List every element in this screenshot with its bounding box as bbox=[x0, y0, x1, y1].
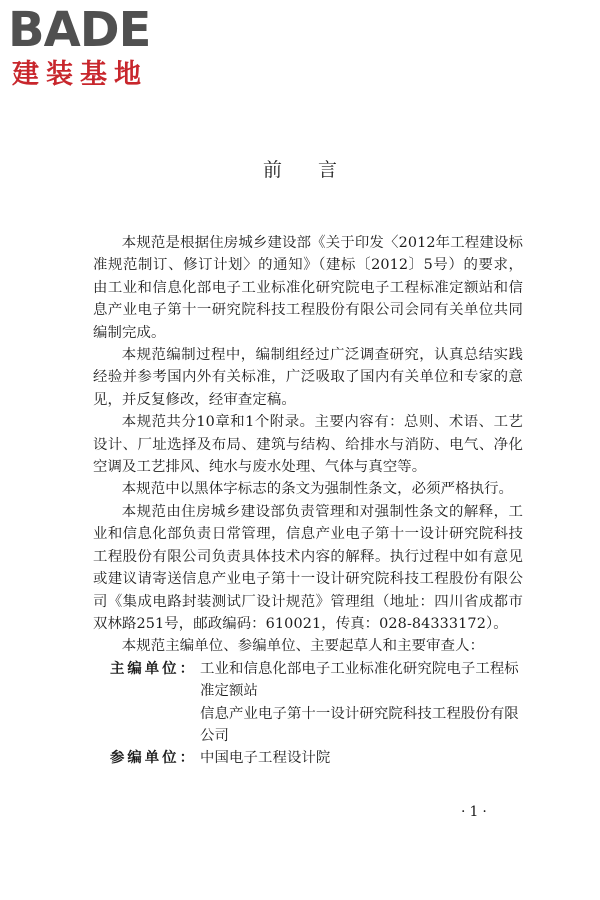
preface-body bbox=[93, 232, 523, 770]
chief-unit-item: 信息产业电子第十一设计研究院科技工程股份有限公司 bbox=[200, 705, 519, 744]
paragraph-mandatory: 本规范中以黑体字标志的条文为强制性条文，必须严格执行。 bbox=[121, 481, 514, 498]
paragraph-process: 本规范编制过程中，编制组经过广泛调查研究，认真总结实践经验并参考国内外有关标准，广泛吸取了国内有关单位和专家的意见，并反复修改，经审查定稿。 bbox=[93, 347, 523, 408]
page-title: 前言 bbox=[262, 159, 373, 181]
participating-unit-item: 中国电子工程设计院 bbox=[200, 750, 331, 767]
chief-units-row bbox=[93, 658, 523, 748]
paragraph-units-intro: 本规范主编单位、参编单位、主要起草人和主要审查人： bbox=[121, 638, 485, 655]
page-number: ·1· bbox=[461, 804, 491, 820]
participating-units-row bbox=[93, 747, 523, 769]
logo-subtitle: 建装基地 bbox=[12, 59, 148, 90]
participating-units-label: 参编单位： bbox=[110, 750, 197, 767]
chief-unit-item: 工业和信息化部电子工业标准化研究院电子工程标准定额站 bbox=[200, 660, 519, 700]
chief-units-label: 主编单位： bbox=[110, 660, 197, 677]
participating-units-list bbox=[200, 747, 523, 769]
paragraph-management: 本规范由住房城乡建设部负责管理和对强制性条文的解释，工业和信息化部负责日常管理，信息产业电子第十一设计研究院科技工程股份有限公司负责具体技术内容的解释。执行过程中如有意见或建议请寄送信息产业电子第十一设计研究院科技工程股份有限公司《集成电路封装测试厂设计规范》管理组（地址：四川省成都市双林路251号，邮政编码：610021，传真：028-84333172）。 bbox=[93, 503, 523, 632]
logo-brand-text: BADE bbox=[8, 2, 151, 58]
paragraph-basis: 本规范是根据住房城乡建设部《关于印发〈2012年工程建设标准规范制订、修订计划〉的通知》（建标〔2012〕5号）的要求，由工业和信息化部电子工业标准化研究院电子工程标准定额站和信息产业电子第十一研究院科技工程股份有限公司会同有关单位共同编制完成。 bbox=[93, 235, 523, 341]
bade-logo bbox=[8, 2, 178, 96]
paragraph-contents: 本规范共分10章和1个附录。主要内容有：总则、术语、工艺设计、厂址选择及布局、建筑与结构、给排水与消防、电气、净化空调及工艺排风、纯水与废水处理、气体与真空等。 bbox=[93, 414, 523, 476]
chief-units-list bbox=[200, 658, 523, 748]
